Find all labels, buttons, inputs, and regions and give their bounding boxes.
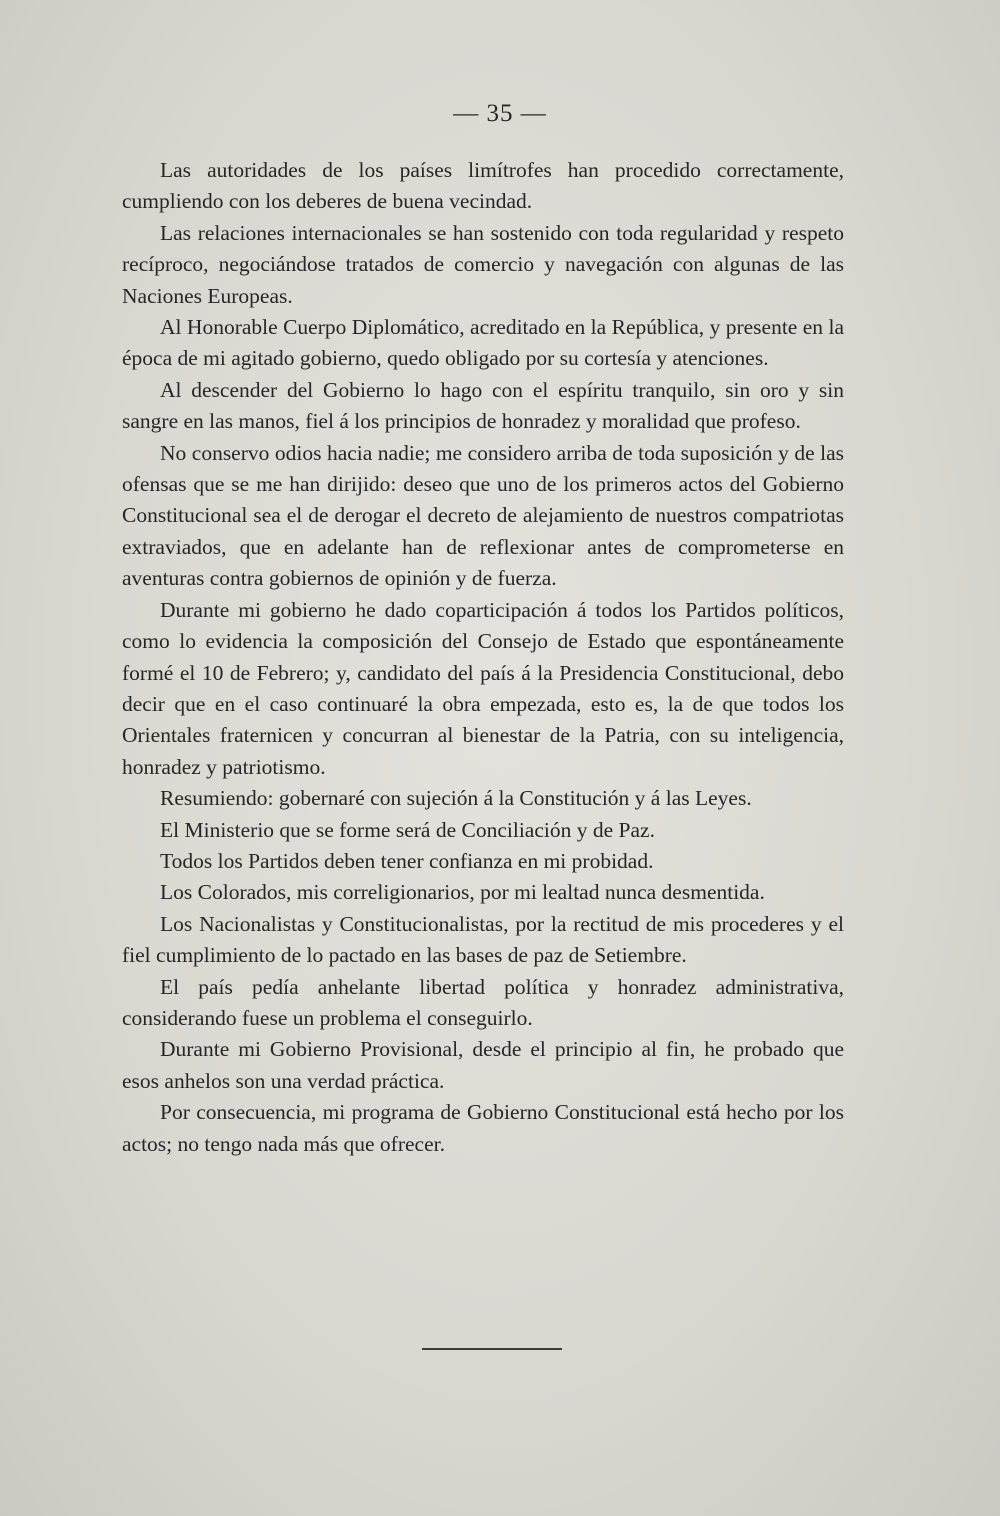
body-text [122, 155, 844, 1160]
paragraph: Los Colorados, mis correligionarios, por mi lealtad nunca desmentida. [160, 880, 765, 905]
paragraph: Resumiendo: gobernaré con sujeción á la Constitución y á las Leyes. [160, 786, 752, 811]
paragraph: Durante mi gobierno he dado coparticipación á todos los Partidos políticos, como lo evidencia la composición del Consejo de Estado que espontáneamente formé el 10 de Febrero; y, candidato del país á la Presidencia Constitucional, debo decir que en el caso continuaré la obra empezada, esto es, la de que todos los Orientales fraternicen y concurran al bienestar de la Patria, con su inteligencia, honradez y patriotismo. [122, 597, 844, 779]
paragraph: Las autoridades de los países limítrofes han procedido correctamente, cumpliendo con los deberes de buena vecindad. [122, 158, 844, 214]
paragraph: Por consecuencia, mi programa de Gobierno Constitucional está hecho por los actos; no tengo nada más que ofrecer. [122, 1100, 844, 1156]
paragraph: El Ministerio que se forme será de Conciliación y de Paz. [160, 817, 655, 842]
closing-rule [422, 1348, 562, 1350]
paragraph: Los Nacionalistas y Constitucionalistas, por la rectitud de mis procederes y el fiel cumplimiento de lo pactado en las bases de paz de Setiembre. [122, 911, 844, 968]
paragraph: Las relaciones internacionales se han sostenido con toda regularidad y respeto recíproco, negociándose tratados de comercio y navegación con algunas de las Naciones Europeas. [122, 220, 844, 308]
paragraph: Al Honorable Cuerpo Diplomático, acreditado en la República, y presente en la época de mi agitado gobierno, quedo obligado por su cortesía y atenciones. [122, 315, 844, 371]
paragraph: Durante mi Gobierno Provisional, desde el principio al fin, he probado que esos anhelos son una verdad práctica. [122, 1037, 844, 1093]
paragraph: El país pedía anhelante libertad política y honradez administrativa, considerando fuese un problema el conseguirlo. [122, 974, 844, 1030]
page-number: — 35 — [453, 100, 547, 127]
paragraph: Todos los Partidos deben tener confianza en mi probidad. [160, 848, 654, 873]
paragraph: Al descender del Gobierno lo hago con el espíritu tranquilo, sin oro y sin sangre en las manos, fiel á los principios de honradez y moralidad que profeso. [122, 377, 844, 434]
paragraph: No conservo odios hacia nadie; me considero arriba de toda suposición y de las ofensas que se me han dirijido: deseo que uno de los primeros actos del Gobierno Constitucional sea el de derogar el decreto de alejamiento de nuestros compatriotas extraviados, que en adelante han de reflexionar antes de comprometerse en aventuras contra gobiernos de opinión y de fuerza. [122, 440, 844, 591]
